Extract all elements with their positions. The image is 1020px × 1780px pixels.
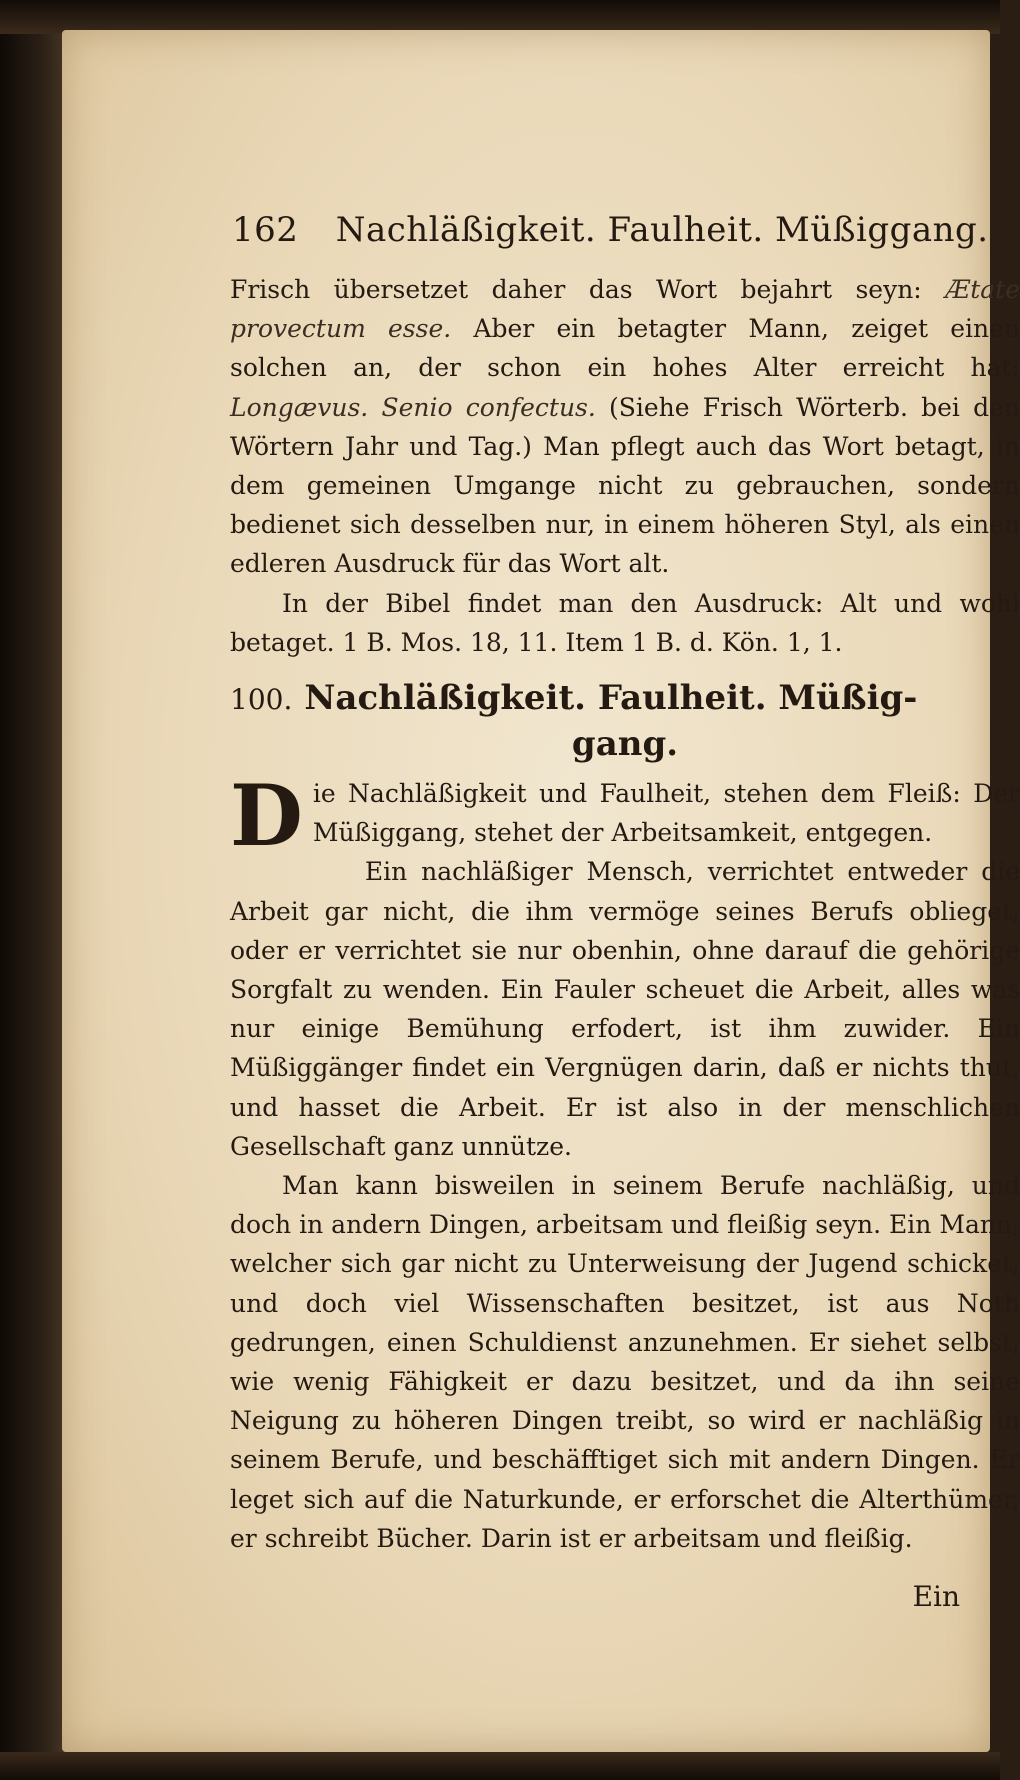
intro-text-2: Aber ein betagter Mann, zeiget einen solchen an, der schon ein hohes Alter erreicht hat:: [230, 314, 1020, 383]
paragraph-bible-reference: In der Bibel findet man den Ausdruck: Alt und wohl betaget. 1 B. Mos. 18, 11. Item 1 B. d. Kön. 1, 1.: [230, 588, 1020, 657]
bottom-edge-shadow: [0, 1752, 1000, 1780]
definition-text: ie Nachläßigkeit und Faulheit, stehen dem Fleiß: Der Müßiggang, stehet der Arbeitsamkeit, entgegen.: [312, 779, 1020, 848]
top-edge-shadow: [0, 0, 1000, 34]
catchword: Ein: [912, 1580, 960, 1613]
paragraph-example: Man kann bisweilen in seinem Berufe nachläßig, und doch in andern Dingen, arbeitsam und fleißig seyn. Ein Mann, welcher sich gar nicht zu Unterweisung der Jugend schicket, und doch viel Wissenschaften besitzet, ist aus Noth gedrungen, einen Schuldienst anzunehmen. Er siehet selbst, wie wenig Fähigkeit er dazu besitzet, und da ihn seine Neigung zu höheren Dingen treibt, so wird er nachläßig in seinem Berufe, und beschäfftiget sich mit andern Dingen. Er leget sich auf die Naturkunde, er erforschet die Alterthümer, er schreibt Bücher. Darin ist er arbeitsam und fleißig.: [230, 1171, 1020, 1553]
section-heading: [230, 676, 1020, 722]
section-number: 100.: [230, 683, 293, 717]
latin-phrase-1: Ætate provectum esse.: [230, 275, 1020, 344]
book-spine-shadow: [0, 0, 70, 1780]
intro-text-3: (Siehe Frisch Wörterb. bei den Wörtern Jahr und Tag.) Man pflegt auch das Wort betagt, in dem gemeinen Umgange nicht zu gebrauchen, sondern bedienet sich desselben nur, in einem höheren Styl, als einen edleren Ausdruck für das Wort alt.: [230, 392, 1020, 579]
page-number: 162: [232, 210, 299, 250]
intro-text-1: Frisch übersetzet daher das Wort bejahrt seyn:: [230, 275, 946, 304]
section-heading-line1: Nachläßigkeit. Faulheit. Müßig-: [304, 678, 918, 719]
latin-phrase-2: Longævus. Senio confectus.: [230, 392, 596, 422]
page-body: [230, 270, 1020, 1558]
paragraph-explanation: Ein nachläßiger Mensch, verrichtet entweder die Arbeit gar nicht, die ihm vermöge seines Berufs oblieget, oder er verrichtet sie nur obenhin, ohne darauf die gehörige Sorgfalt zu wenden. Ein Fauler scheuet die Arbeit, alles was nur einige Bemühung erfodert, ist ihm zuwider. Ein Müßiggänger findet ein Vergnügen darin, daß er nichts thut, und hasset die Arbeit. Er ist also in der menschlichen Gesellschaft ganz unnütze.: [230, 857, 1020, 1161]
paragraph-intro: [230, 270, 1020, 584]
book-page: [62, 30, 1020, 1752]
running-header: [232, 210, 989, 250]
drop-cap: D: [230, 766, 303, 866]
running-title: Nachläßigkeit. Faulheit. Müßiggang.: [335, 210, 989, 250]
paragraph-definition: [230, 766, 1020, 866]
section-heading-line2: gang.: [571, 724, 679, 765]
